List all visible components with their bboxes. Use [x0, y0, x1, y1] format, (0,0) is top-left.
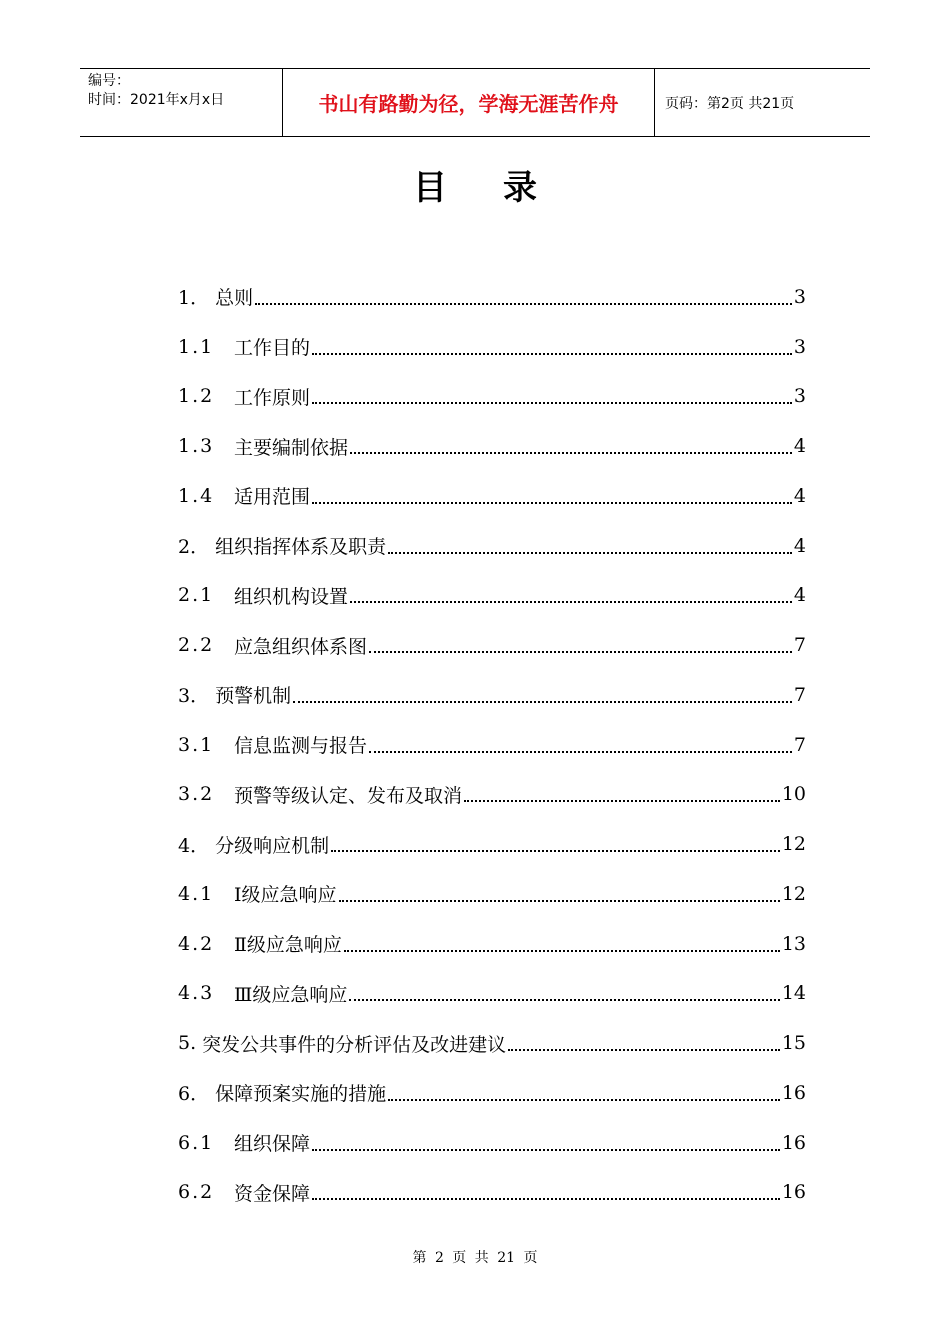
toc-entry-number: 3.2 [178, 783, 215, 806]
toc-dot-leader [350, 601, 792, 603]
toc-entry-number: 6.1 [178, 1131, 215, 1154]
toc-entry-number: 1． [178, 287, 210, 310]
toc-entry-number: 1.1 [178, 335, 215, 358]
toc-entry[interactable] [178, 372, 806, 422]
toc-entry-page: 7 [793, 733, 806, 756]
toc-entry-page: 3 [793, 285, 806, 308]
header-page-info: 页码：第2页 共21页 [665, 95, 795, 112]
toc-dot-leader [388, 552, 792, 554]
toc-entry-label: 工作目的 [234, 337, 311, 360]
header-meta [80, 69, 283, 136]
toc-entry[interactable] [178, 471, 806, 521]
toc-entry-number: 2.2 [178, 634, 215, 657]
document-time-label: 时间：2021年x月x日 [88, 92, 225, 108]
toc-entry[interactable] [178, 272, 806, 322]
toc-entry-page: 12 [781, 882, 806, 905]
toc-dot-leader [293, 701, 792, 703]
toc-entry-page: 13 [781, 932, 806, 955]
toc-entry-label: 主要编制依据 [234, 436, 349, 459]
toc-dot-leader [464, 800, 780, 802]
toc-entry[interactable] [178, 1168, 806, 1218]
toc-dot-leader [388, 1099, 780, 1101]
toc-entry-label: 预警机制 [215, 685, 292, 708]
toc-entry[interactable] [178, 1068, 806, 1118]
toc-entry-label: 适用范围 [234, 486, 311, 509]
toc-dot-leader [369, 651, 792, 653]
toc-entry-number: 6.2 [178, 1181, 215, 1204]
toc-entry-label: 保障预案实施的措施 [215, 1083, 387, 1106]
toc-entry[interactable] [178, 919, 806, 969]
toc-entry-label: 突发公共事件的分析评估及改进建议 [202, 1033, 507, 1056]
toc-entry-number: 3.1 [178, 733, 215, 756]
toc-entry-number: 4． [178, 834, 210, 857]
toc-dot-leader [255, 303, 792, 305]
toc-dot-leader [312, 502, 792, 504]
toc-entry[interactable] [178, 1018, 806, 1068]
toc-entry-number: 1.2 [178, 385, 215, 408]
toc-entry-label: 组织保障 [234, 1133, 311, 1156]
toc-entry-number: 4.3 [178, 982, 215, 1005]
toc-entry[interactable] [178, 770, 806, 820]
toc-entry-page: 16 [781, 1131, 806, 1154]
toc-entry[interactable] [178, 969, 806, 1019]
toc-entry-label: Ⅱ级应急响应 [234, 934, 342, 957]
toc-entry-page: 4 [793, 484, 806, 507]
toc-entry-number: 1.3 [178, 435, 215, 458]
toc-entry-number: 4.2 [178, 932, 215, 955]
toc-entry-page: 4 [793, 534, 806, 557]
header-motto: 书山有路勤为径，学海无涯苦作舟 [283, 69, 655, 136]
table-of-contents [178, 272, 806, 1217]
toc-dot-leader [369, 751, 792, 753]
toc-entry-page: 10 [781, 783, 806, 806]
toc-entry-page: 7 [793, 634, 806, 657]
toc-dot-leader [312, 1149, 780, 1151]
toc-entry[interactable] [178, 1118, 806, 1168]
toc-entry-number: 6． [178, 1083, 210, 1106]
toc-entry-page: 12 [781, 833, 806, 856]
toc-entry-label: 预警等级认定、发布及取消 [234, 784, 463, 807]
toc-entry-page: 3 [793, 385, 806, 408]
toc-entry-page: 15 [781, 1032, 806, 1055]
toc-entry-label: 信息监测与报告 [234, 735, 368, 758]
toc-title: 目录 [413, 168, 593, 208]
toc-entry[interactable] [178, 869, 806, 919]
toc-entry-label: Ⅲ级应急响应 [234, 983, 348, 1006]
toc-entry-label: 应急组织体系图 [234, 635, 368, 658]
toc-entry[interactable] [178, 421, 806, 471]
toc-entry-number: 2.1 [178, 584, 215, 607]
toc-dot-leader [312, 402, 792, 404]
toc-entry-page: 4 [793, 584, 806, 607]
toc-entry-number: 2． [178, 536, 210, 559]
toc-entry-number: 1.4 [178, 484, 215, 507]
page-footer: 第 2 页 共 21 页 [412, 1250, 538, 1266]
toc-dot-leader [339, 900, 780, 902]
toc-entry-label: 组织机构设置 [234, 585, 349, 608]
toc-entry[interactable] [178, 670, 806, 720]
toc-entry-label: 总则 [215, 287, 254, 310]
toc-entry-page: 14 [781, 982, 806, 1005]
toc-entry-label: 分级响应机制 [215, 834, 330, 857]
toc-entry-label: Ⅰ级应急响应 [234, 884, 337, 907]
toc-entry-number: 5. [178, 1032, 197, 1055]
toc-dot-leader [312, 1198, 780, 1200]
toc-entry-label: 工作原则 [234, 386, 311, 409]
toc-dot-leader [349, 999, 779, 1001]
toc-dot-leader [508, 1049, 780, 1051]
toc-dot-leader [350, 452, 792, 454]
toc-entry-page: 4 [793, 435, 806, 458]
toc-entry-number: 4.1 [178, 882, 215, 905]
toc-entry[interactable] [178, 720, 806, 770]
toc-entry[interactable] [178, 571, 806, 621]
toc-entry[interactable] [178, 521, 806, 571]
toc-entry-label: 组织指挥体系及职责 [215, 536, 387, 559]
toc-entry[interactable] [178, 819, 806, 869]
toc-entry[interactable] [178, 620, 806, 670]
toc-dot-leader [312, 353, 792, 355]
toc-entry-page: 7 [793, 683, 806, 706]
toc-entry-label: 资金保障 [234, 1182, 311, 1205]
toc-entry-page: 16 [781, 1081, 806, 1104]
toc-entry-page: 16 [781, 1181, 806, 1204]
toc-entry-page: 3 [793, 335, 806, 358]
page-header [80, 68, 870, 137]
toc-dot-leader [344, 950, 780, 952]
toc-entry-number: 3． [178, 685, 210, 708]
toc-entry[interactable] [178, 322, 806, 372]
toc-dot-leader [331, 850, 780, 852]
document-number-label: 编号： [88, 73, 130, 89]
